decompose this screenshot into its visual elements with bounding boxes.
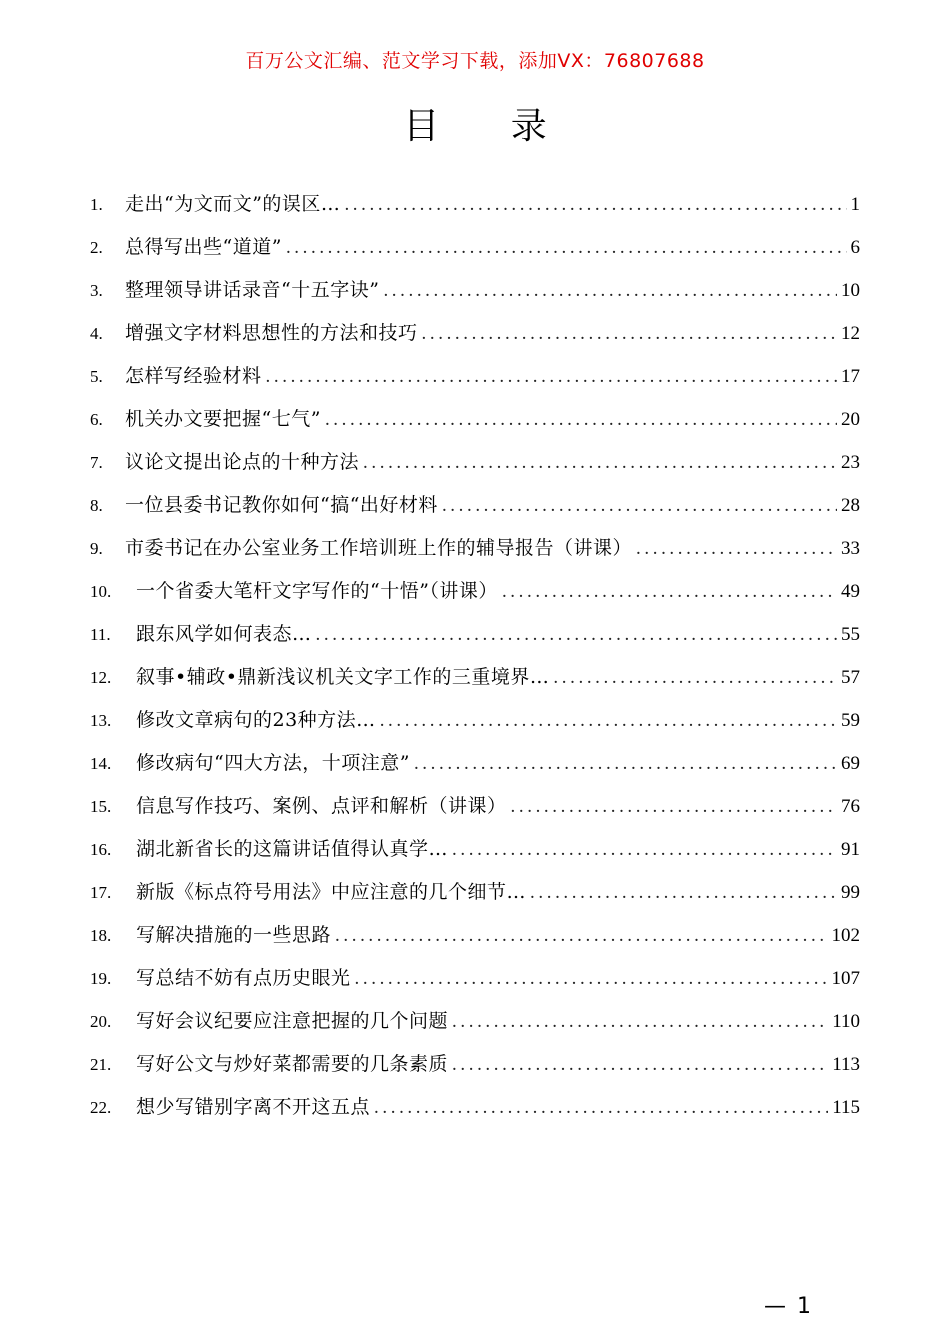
- page-number: — 1: [764, 1294, 813, 1319]
- toc-dot-leader: [316, 624, 837, 646]
- toc-entry[interactable]: [90, 318, 860, 361]
- toc-entry-page: 49: [841, 581, 860, 602]
- page-title: 目 录: [403, 106, 577, 147]
- toc-entry[interactable]: [90, 963, 860, 1006]
- toc-entry-number: 13.: [90, 711, 112, 730]
- toc-entry-title: 湖北新省长的这篇讲话值得认真学…: [136, 838, 449, 860]
- toc-entry[interactable]: [90, 1049, 860, 1092]
- toc-entry-title: 写解决措施的一些思路: [136, 924, 332, 946]
- toc-entry-title: 写好会议纪要应注意把握的几个问题: [136, 1010, 449, 1032]
- toc-dot-leader: [374, 1097, 828, 1119]
- toc-entry-title: 总得写出些“道道”: [125, 236, 282, 258]
- toc-entry-page: 6: [850, 237, 860, 258]
- toc-entry-number: 7.: [90, 453, 103, 472]
- toc-entry-page: 107: [831, 968, 860, 989]
- toc-entry-title: 写总结不妨有点历史眼光: [136, 967, 351, 989]
- toc-entry-title: 叙事•辅政•鼎新浅议机关文字工作的三重境界…: [136, 666, 550, 688]
- toc-entry[interactable]: [90, 361, 860, 404]
- toc-entry[interactable]: [90, 1092, 860, 1135]
- toc-entry-page: 33: [841, 538, 860, 559]
- toc-dot-leader: [553, 667, 837, 689]
- toc-dot-leader: [383, 280, 837, 302]
- toc-dot-leader: [414, 753, 837, 775]
- toc-entry[interactable]: [90, 189, 860, 232]
- toc-entry[interactable]: [90, 619, 860, 662]
- toc-entry-page: 110: [832, 1011, 860, 1032]
- toc-entry-title: 增强文字材料思想性的方法和技巧: [125, 322, 418, 344]
- toc-entry-title: 一位县委书记教你如何“搞“出好材料: [125, 494, 438, 516]
- toc-entry[interactable]: [90, 920, 860, 963]
- toc-entry-number: 17.: [90, 883, 112, 902]
- toc-entry-number: 8.: [90, 496, 103, 515]
- toc-entry[interactable]: [90, 1006, 860, 1049]
- toc-entry-title: 信息写作技巧、案例、点评和解析（讲课）: [136, 795, 507, 817]
- toc-entry-title: 走出“为文而文”的误区…: [125, 193, 341, 215]
- toc-entry-title: 议论文提出论点的十种方法: [125, 451, 360, 473]
- toc-entry-number: 3.: [90, 281, 103, 300]
- toc-entry-title: 修改文章病句的23种方法…: [136, 709, 376, 731]
- toc-entry[interactable]: [90, 834, 860, 877]
- toc-entry-page: 10: [841, 280, 860, 301]
- toc-entry-page: 59: [841, 710, 860, 731]
- toc-entry-page: 99: [841, 882, 860, 903]
- toc-dot-leader: [266, 366, 837, 388]
- toc-entry-title: 写好公文与炒好菜都需要的几条素质: [136, 1053, 449, 1075]
- toc-entry-page: 28: [841, 495, 860, 516]
- toc-entry-number: 4.: [90, 324, 103, 343]
- toc-entry[interactable]: [90, 662, 860, 705]
- toc-entry-title: 一个省委大笔杆文字写作的“十悟”（讲课）: [136, 580, 498, 602]
- toc-dot-leader: [344, 194, 846, 216]
- toc-entry-title: 想少写错别字离不开这五点: [136, 1096, 371, 1118]
- toc-entry-number: 10.: [90, 582, 112, 601]
- toc-entry[interactable]: [90, 404, 860, 447]
- toc-entry-title: 整理领导讲话录音“十五字诀”: [125, 279, 380, 301]
- toc-entry-number: 16.: [90, 840, 112, 859]
- toc-entry[interactable]: [90, 877, 860, 920]
- toc-entry-number: 5.: [90, 367, 103, 386]
- toc-entry-number: 9.: [90, 539, 103, 558]
- toc-entry-number: 11.: [90, 625, 111, 644]
- toc-entry-number: 15.: [90, 797, 112, 816]
- toc-dot-leader: [452, 839, 837, 861]
- toc-dot-leader: [422, 323, 837, 345]
- toc-entry-number: 21.: [90, 1055, 112, 1074]
- toc-entry-number: 12.: [90, 668, 112, 687]
- toc-entry-number: 6.: [90, 410, 103, 429]
- toc-entry[interactable]: [90, 576, 860, 619]
- toc-dot-leader: [452, 1054, 828, 1076]
- toc-dot-leader: [286, 237, 847, 259]
- toc-dot-leader: [335, 925, 827, 947]
- toc-dot-leader: [325, 409, 837, 431]
- toc-entry-page: 115: [832, 1097, 860, 1118]
- toc-entry-number: 19.: [90, 969, 112, 988]
- toc-entry[interactable]: [90, 447, 860, 490]
- toc-dot-leader: [355, 968, 828, 990]
- toc-entry-title: 市委书记在办公室业务工作培训班上作的辅导报告（讲课）: [125, 537, 633, 559]
- toc-entry-page: 102: [831, 925, 860, 946]
- toc-dot-leader: [380, 710, 837, 732]
- toc-entry-page: 76: [841, 796, 860, 817]
- toc-entry-page: 91: [841, 839, 860, 860]
- toc-entry-page: 23: [841, 452, 860, 473]
- toc-entry[interactable]: [90, 705, 860, 748]
- toc-entry[interactable]: [90, 490, 860, 533]
- toc-dot-leader: [530, 882, 837, 904]
- toc-entry[interactable]: [90, 533, 860, 576]
- toc-entry-page: 57: [841, 667, 860, 688]
- toc-entry-page: 69: [841, 753, 860, 774]
- toc-entry-number: 14.: [90, 754, 112, 773]
- toc-entry-number: 22.: [90, 1098, 112, 1117]
- toc-entry-number: 18.: [90, 926, 112, 945]
- toc-dot-leader: [636, 538, 837, 560]
- toc-entry-title: 修改病句“四大方法，十项注意”: [136, 752, 410, 774]
- table-of-contents: [90, 189, 860, 1135]
- toc-entry-page: 1: [850, 194, 860, 215]
- toc-dot-leader: [511, 796, 837, 818]
- toc-entry-page: 55: [841, 624, 860, 645]
- toc-entry-page: 20: [841, 409, 860, 430]
- toc-entry-number: 1.: [90, 195, 103, 214]
- toc-entry[interactable]: [90, 275, 860, 318]
- toc-entry-number: 2.: [90, 238, 103, 257]
- toc-entry[interactable]: [90, 232, 860, 275]
- toc-entry[interactable]: [90, 791, 860, 834]
- toc-entry-title: 新版《标点符号用法》中应注意的几个细节…: [136, 881, 527, 903]
- toc-dot-leader: [452, 1011, 828, 1033]
- toc-dot-leader: [502, 581, 837, 603]
- toc-dot-leader: [442, 495, 837, 517]
- toc-dot-leader: [363, 452, 837, 474]
- toc-entry-title: 跟东风学如何表态…: [136, 623, 312, 645]
- toc-entry-title: 机关办文要把握“七气”: [125, 408, 321, 430]
- toc-entry-page: 12: [841, 323, 860, 344]
- toc-entry-page: 17: [841, 366, 860, 387]
- toc-entry[interactable]: [90, 748, 860, 791]
- watermark-banner: 百万公文汇编、范文学习下载，添加VX：76807688: [245, 50, 705, 72]
- toc-entry-title: 怎样写经验材料: [125, 365, 262, 387]
- toc-entry-number: 20.: [90, 1012, 112, 1031]
- toc-entry-page: 113: [832, 1054, 860, 1075]
